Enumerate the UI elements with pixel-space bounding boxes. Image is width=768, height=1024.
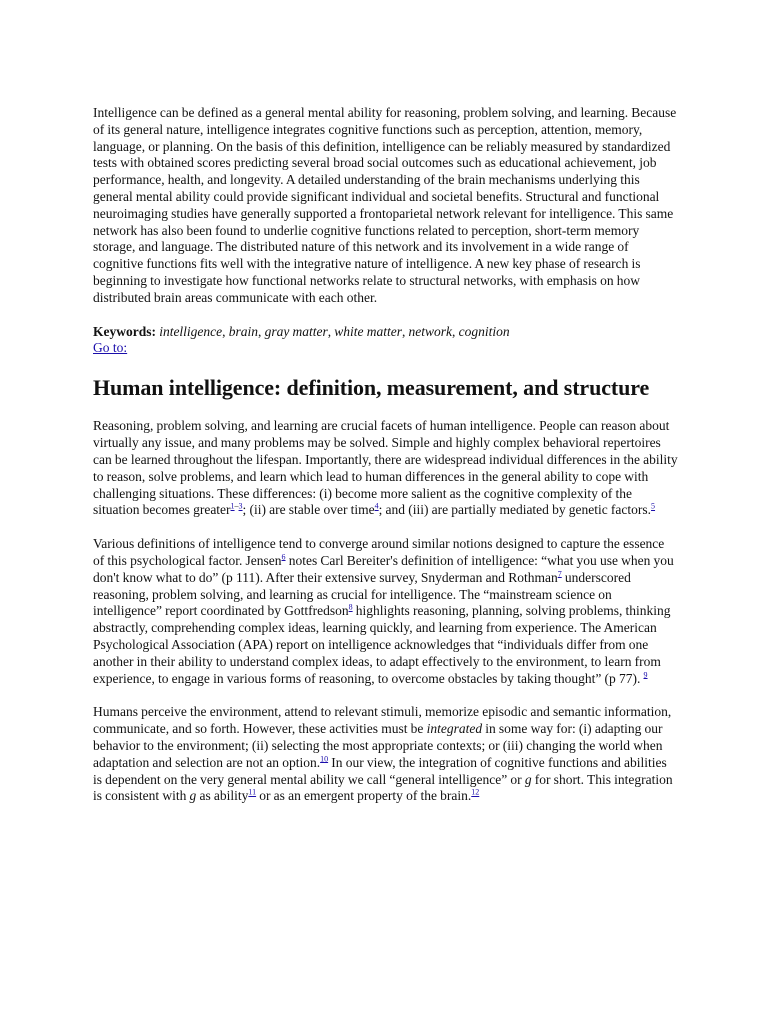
citation-link[interactable]: 9 xyxy=(643,670,648,680)
citation-link[interactable]: 12 xyxy=(471,787,480,797)
citation-link[interactable]: 11 xyxy=(248,787,257,797)
citation-dash: – xyxy=(234,501,239,511)
go-to-link[interactable]: Go to: xyxy=(93,340,128,356)
section-heading: Human intelligence: definition, measurement, and structure xyxy=(93,375,650,401)
citation-ref xyxy=(651,502,655,511)
paragraph-text: In our view, the integration of cognitive functions and abilities is dependent on the very general mental ability we call “general intelligence” or xyxy=(93,754,667,787)
paragraph-text: Humans perceive the environment, attend to relevant stimuli, memorize episodic and semantic information, communicate, and so forth. However, these activities must be xyxy=(93,704,672,737)
paragraph-2 xyxy=(93,536,678,687)
paragraph-text: as ability xyxy=(196,788,249,804)
citation-link[interactable]: 7 xyxy=(557,569,562,579)
keyword: gray matter xyxy=(264,323,328,339)
keyword: intelligence xyxy=(159,323,223,339)
citation-link[interactable]: 10 xyxy=(320,754,329,764)
paragraph-text: highlights reasoning, planning, solving problems, thinking abstractly, comprehending complex ideas, learning quickly, and learning from experience. The American Psychological Association (APA) report on intelligence acknowledges that “individuals differ from one another in their ability to understand complex ideas, to adapt effectively to the environment, to learn from experience, to engage in various forms of reasoning, to overcome obstacles by taking thought” (p 77). xyxy=(93,603,671,686)
paragraph-text: underscored reasoning, problem solving, and learning as crucial for intelligence. The “mainstream science on intelligence” report coordinated by Gottfredson xyxy=(93,569,631,619)
citation-ref xyxy=(248,788,256,797)
keyword: white matter xyxy=(334,323,402,339)
keyword: brain xyxy=(228,323,258,339)
citation-link[interactable]: 5 xyxy=(651,501,656,511)
paragraph-3 xyxy=(93,704,678,805)
paragraph-text: ; and (iii) are partially mediated by genetic factors. xyxy=(378,502,652,518)
citation-ref xyxy=(320,754,328,763)
paragraph-text: for short. This integration is consistent with xyxy=(93,771,673,804)
keywords-label: Keywords: xyxy=(93,323,156,339)
article xyxy=(93,105,678,822)
paragraph-text: Reasoning, problem solving, and learning are crucial facets of human intelligence. People can reason about virtually any issue, and many problems may be solved. Simple and highly complex behavioral repertoires can be learned throughout the lifespan. Importantly, there are widespread individual differences in the ability to reason, solve problems, and learn which lead to human differences in the general ability to cope with challenging situations. These differences: (i) become more salient as the cognitive complexity of the situation becomes greater xyxy=(93,418,678,518)
keywords-line: Keywords: intelligence, brain, gray matter, white matter, network, cognition xyxy=(93,323,510,339)
paragraph-text: notes Carl Bereiter's definition of intelligence: “what you use when you don't know what to do” (p 111). After their extensive survey, Snyderman and Rothman xyxy=(93,552,674,585)
paragraph-text: ; (ii) are stable over time xyxy=(242,502,375,518)
keyword: network xyxy=(408,323,453,339)
keyword: cognition xyxy=(458,323,510,339)
paragraph-text: Various definitions of intelligence tend to converge around similar notions designed to capture the essence of this psychological factor. Jensen xyxy=(93,536,665,568)
citation-ref xyxy=(644,670,648,679)
g-factor-symbol: g xyxy=(524,771,532,787)
citation-link[interactable]: 4 xyxy=(374,501,379,511)
citation-link[interactable]: 6 xyxy=(281,552,286,562)
paragraph-text: or as an emergent property of the brain. xyxy=(256,788,472,804)
paragraph-text: in some way for: (i) adapting our behavior to the environment; (ii) selecting the most appropriate contexts; or (iii) changing the world when adaptation and selection are not an option. xyxy=(93,721,663,770)
citation-link[interactable]: 1 xyxy=(230,501,235,511)
citation-link[interactable]: 8 xyxy=(348,602,353,612)
citation-ref xyxy=(231,502,243,511)
paragraph-1 xyxy=(93,418,678,519)
citation-ref xyxy=(471,788,479,797)
emphasis-text: integrated xyxy=(426,721,483,737)
abstract-text: Intelligence can be defined as a general mental ability for reasoning, problem solving, and learning. Because of its general nature, intelligence integrates cognitive functions such as perception, attention, memory, language, or planning. On the basis of this definition, intelligence can be reliably measured by standardized tests with obtained scores predicting several broad social outcomes such as educational achievement, job performance, health, and longevity. A detailed understanding of the brain mechanisms underlying this general mental ability could provide significant individual and societal benefits. Structural and functional neuroimaging studies have generally supported a frontoparietal network relevant for intelligence. This same network has also been found to underlie cognitive functions related to perception, short-term memory storage, and language. The distributed nature of this network and its involvement in a wide range of cognitive functions fits well with the integrative nature of intelligence. A new key phase of research is beginning to investigate how functional networks relate to structural networks, with emphasis on how distributed brain areas communicate with each other. xyxy=(93,105,677,305)
g-factor-symbol: g xyxy=(189,788,197,804)
citation-link[interactable]: 3 xyxy=(238,501,243,511)
